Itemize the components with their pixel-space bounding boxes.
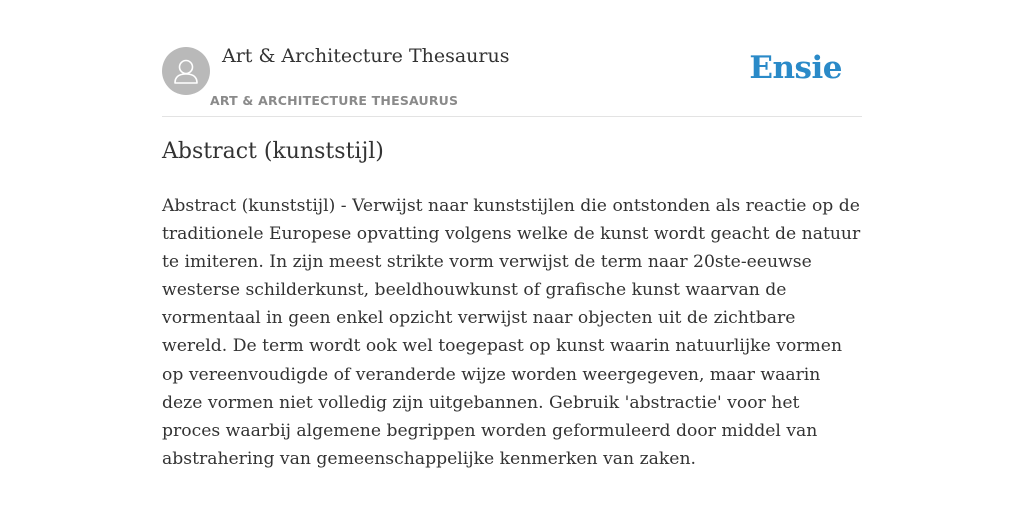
avatar[interactable] (162, 47, 210, 95)
page-title: Abstract (kunststijl) (162, 139, 384, 164)
header (162, 44, 862, 117)
source-title[interactable]: Art & Architecture Thesaurus (222, 45, 510, 67)
user-icon (162, 47, 210, 95)
source-subtitle[interactable]: ART & ARCHITECTURE THESAURUS (210, 93, 459, 108)
ensie-logo[interactable]: Ensie (749, 50, 842, 86)
definition-text: Abstract (kunststijl) - Verwijst naar kunststijlen die ontstonden als reactie op de traditionele Europese opvatting volgens welke de kunst wordt geacht de natuur te imiteren. In zijn meest strikte vorm verwijst de term naar 20ste-eeuwse westerse schilderkunst, beeldhouwkunst of grafische kunst waarvan de vormentaal in geen enkel opzicht verwijst naar objecten uit de zichtbare wereld. De term wordt ook wel toegepast op kunst waarin natuurlijke vormen op vereenvoudigde of veranderde wijze worden weergegeven, maar waarin deze vormen niet volledig zijn uitgebannen. Gebruik 'abstractie' voor het proces waarbij algemene begrippen worden geformuleerd door middel van abstrahering van gemeenschappelijke kenmerken van zaken. (162, 196, 861, 469)
